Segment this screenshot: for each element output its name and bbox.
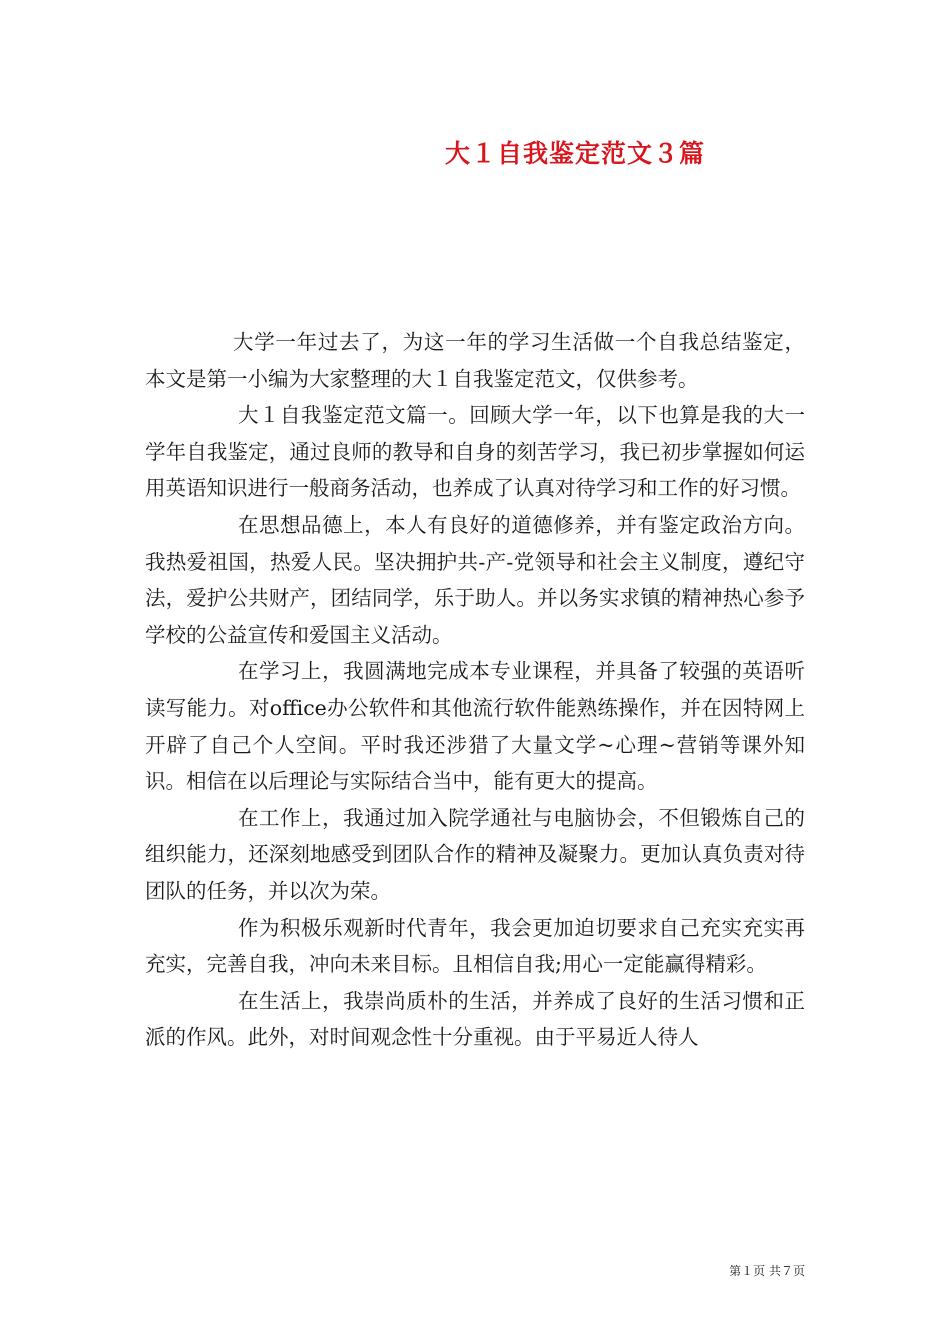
- paragraph-1: 大１自我鉴定范文篇一。回顾大学一年，以下也算是我的大一学年自我鉴定，通过良师的教导和自身的刻苦学习，我已初步掌握如何运用英语知识进行一般商务活动，也养成了认真对待学习和工作的好习惯。: [145, 403, 805, 501]
- paragraph-2: 在思想品德上，本人有良好的道德修养，并有鉴定政治方向。我热爱祖国，热爱人民。坚决拥护共-产-党领导和社会主义制度，遵纪守法，爱护公共财产，团结同学，乐于助人。并以务实求镇的精神热心参予学校的公益宣传和爱国主义活动。: [145, 512, 805, 647]
- page-number-footer: 第１页 共７页: [729, 1264, 805, 1278]
- paragraph-5: 作为积极乐观新时代青年，我会更加迫切要求自己充实充实再充实，完善自我，冲向未来目标。且相信自我;用心一定能赢得精彩。: [145, 915, 805, 977]
- paragraph-4: 在工作上，我通过加入院学通社与电脑协会，不但锻炼自己的组织能力，还深刻地感受到团队合作的精神及凝聚力。更加认真负责对待团队的任务，并以次为荣。: [145, 805, 805, 903]
- paragraph-intro: 大学一年过去了，为这一年的学习生活做一个自我总结鉴定，本文是第一小编为大家整理的大１自我鉴定范文，仅供参考。: [145, 330, 805, 391]
- document-body: [145, 324, 805, 1056]
- paragraph-6: 在生活上，我崇尚质朴的生活，并养成了良好的生活习惯和正派的作风。此外，对时间观念性十分重视。由于平易近人待人: [145, 988, 805, 1050]
- paragraph-3: 在学习上，我圆满地完成本专业课程，并具备了较强的英语听读写能力。对office办公软件和其他流行软件能熟练操作，并在因特网上开辟了自己个人空间。平时我还涉猎了大量文学~心理~营销等课外知识。相信在以后理论与实际结合当中，能有更大的提高。: [145, 659, 805, 794]
- document-title: 大１自我鉴定范文３篇: [444, 139, 705, 168]
